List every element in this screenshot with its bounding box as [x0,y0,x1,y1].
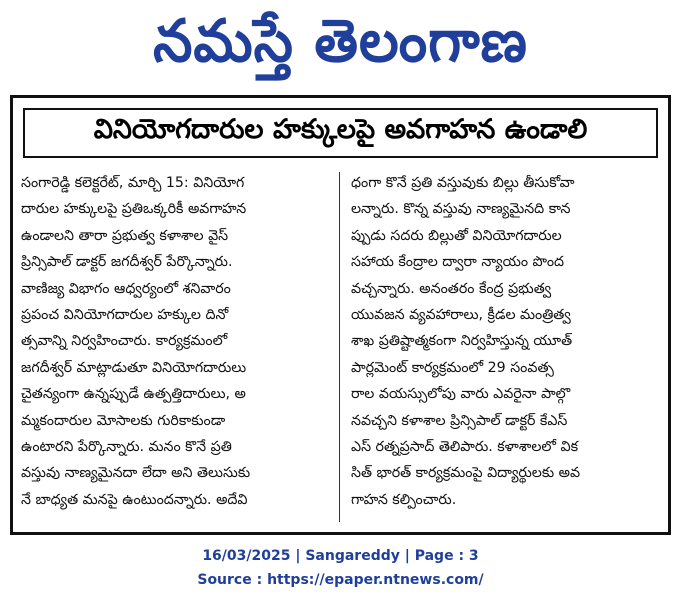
article-line: ఉంటారని పేర్కొన్నారు. మనం కొనే ప్రతి [21,438,232,455]
newspaper-masthead: నమస్తే తెలంగాణ [153,7,528,76]
article-line: ప్పుడు సదరు బిల్లుతో వినియోగదారుల [351,227,562,244]
article-line: ప్రిన్సిపాల్ డాక్టర్ జగదీశ్వర్ పేర్కొన్నారు. [21,254,233,271]
article-line: శాఖ ప్రతిష్టాత్మకంగా నిర్వహిస్తున్న యూత్ [351,333,573,350]
article-line: మ్మకందారుల మోసాలకు గురికాకుండా [21,412,226,429]
article-line: సహాయ కేంద్రాల ద్వారా న్యాయం పొంద [351,254,565,271]
article-line: ప్రపంచ వినియోగదారుల హక్కుల దినో [21,306,229,323]
article-line: త్సవాన్ని నిర్వహించారు. కార్యక్రమంలో [21,333,228,350]
column-divider [339,172,340,522]
article-clipping [10,95,671,535]
article-line: సిత్ భారత్ కార్యక్రమంపై విద్యార్థులకు అవ [351,465,581,482]
article-line: దారుల హక్కులపై ప్రతిఒక్కరికీ అవగాహన [21,201,247,218]
article-line: గాహన కల్పించారు. [351,491,457,508]
article-line: లన్నారు. కొన్న వస్తువు నాణ్యమైనది కాన [351,201,571,218]
article-line: చైతన్యంగా ఉన్నప్పుడే ఉత్పత్తిదారులు, అ [21,386,246,403]
article-body [21,170,661,530]
article-line: జగదీశ్వర్ మాట్లాడుతూ వినియోగదారులు [21,359,247,376]
article-headline: వినియోగదారుల హక్కులపై అవగాహన ఉండాలి [23,108,658,158]
footer-source-line: Source : https://epaper.ntnews.com/ [197,572,484,588]
article-line: నవచ్చని కళాశాల ప్రిన్సిపాల్ డాక్టర్ కేఎస్ [351,412,568,429]
article-column-left [21,170,333,530]
article-line: సంగారెడ్డి కలెక్టరేట్, మార్చి 15: వినియోగ [21,175,245,191]
footer-date-line: 16/03/2025 | Sangareddy | Page : 3 [202,548,479,564]
article-line: ఉండాలని తారా ప్రభుత్వ కళాశాల వైస్ [21,227,229,244]
article-line: వాణిజ్య విభాగం ఆధ్వర్యంలో శనివారం [21,280,231,297]
article-line: ఎస్ రత్నప్రసాద్ తెలిపారు. కళాశాలలో విక [351,438,579,455]
article-line: నే బాధ్యత మనపై ఉంటుందన్నారు. అదేవి [21,491,248,508]
article-line: పార్లమెంట్ కార్యక్రమంలో 29 సంవత్స [351,359,554,376]
article-line: ధంగా కొనే ప్రతి వస్తువుకు బిల్లు తీసుకోవా [351,175,575,191]
article-line: వచ్చన్నారు. అనంతరం కేంద్ర ప్రభుత్వ [351,280,552,297]
article-line: యువజన వ్యవహారాలు, క్రీడల మంత్రిత్వ [351,306,571,323]
article-column-right [351,170,659,530]
article-line: వస్తువు నాణ్యమైనదా లేదా అని తెలుసుకు [21,465,251,482]
article-line: రాల వయస్సులోపు వారు ఎవరైనా పాల్గొ [351,386,571,403]
